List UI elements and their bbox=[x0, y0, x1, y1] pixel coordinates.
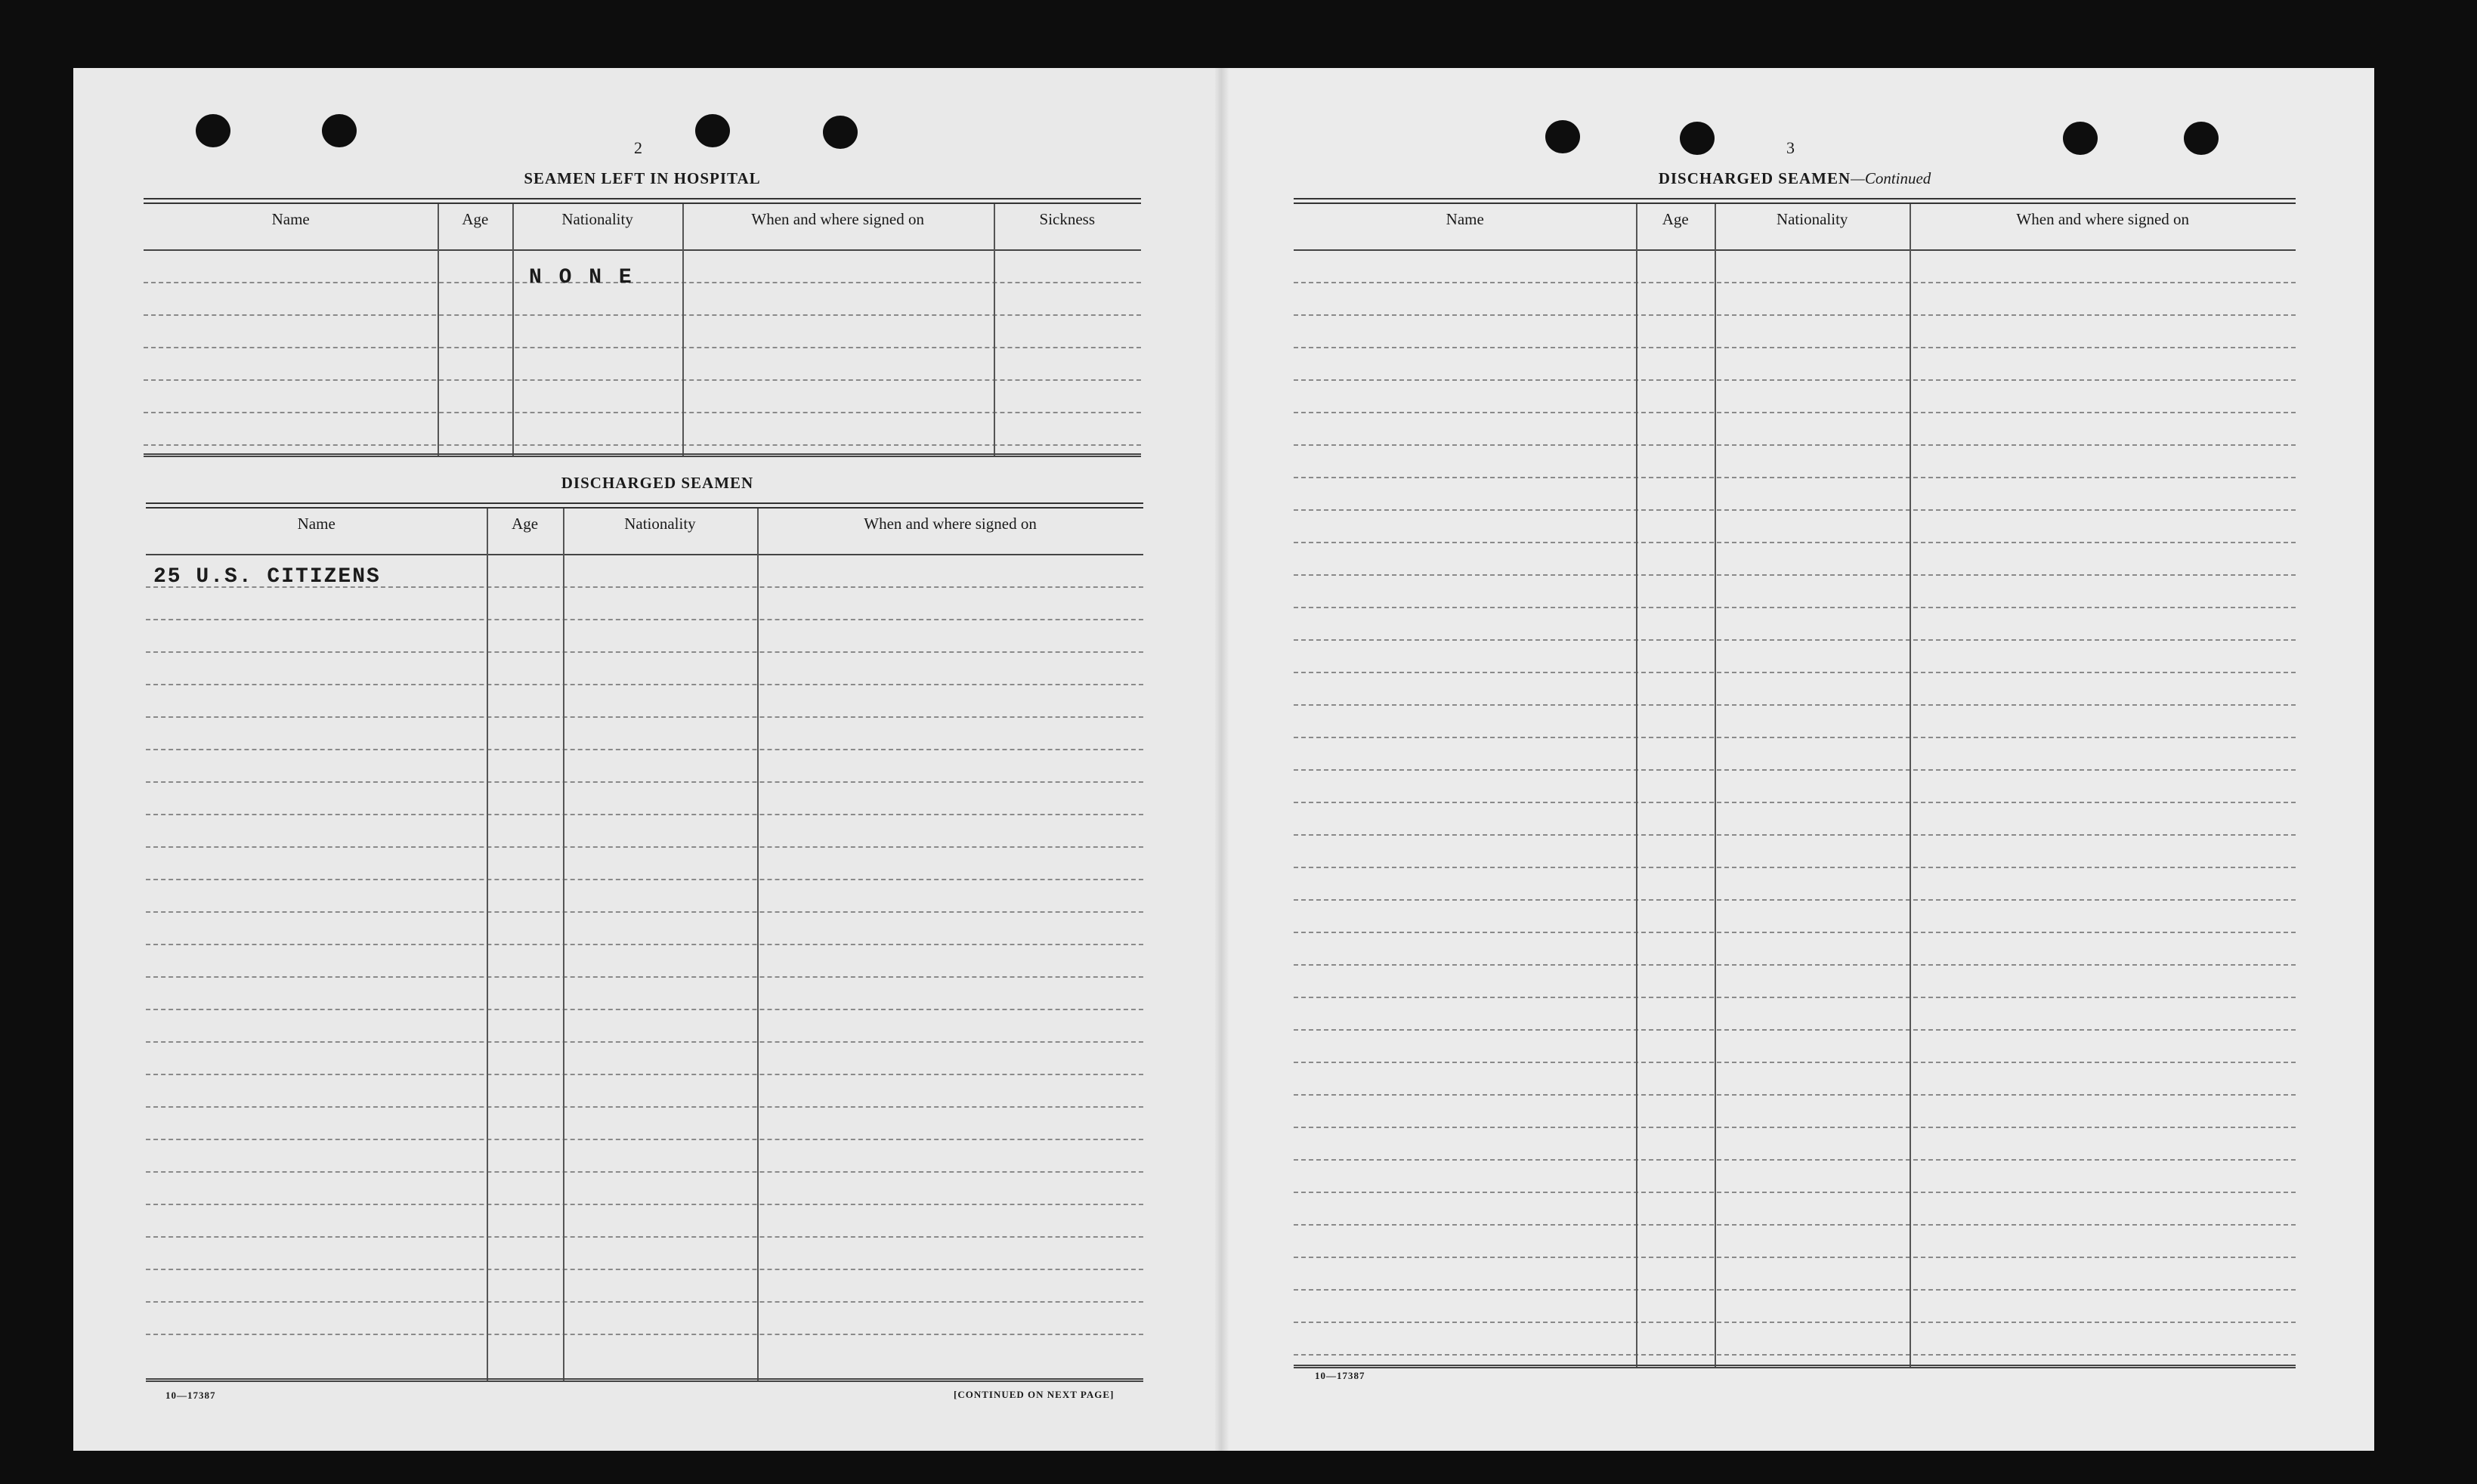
title-main: DISCHARGED SEAMEN bbox=[1658, 169, 1851, 187]
ruled-row-line bbox=[1294, 834, 2296, 836]
ruled-row-line bbox=[144, 379, 1141, 381]
column-header: When and where signed on bbox=[864, 515, 1037, 533]
ruled-row-line bbox=[1294, 769, 2296, 771]
ruled-row-line bbox=[146, 1106, 1143, 1108]
ruled-row-line bbox=[1294, 704, 2296, 706]
ruled-row-line bbox=[1294, 1289, 2296, 1291]
ruled-row-line bbox=[146, 976, 1143, 978]
ruled-row-line bbox=[146, 1139, 1143, 1140]
header-bottom-rule bbox=[144, 249, 1141, 251]
punch-hole bbox=[196, 114, 230, 147]
ruled-row-line bbox=[146, 684, 1143, 685]
ruled-row-line bbox=[146, 814, 1143, 815]
ruled-row-line bbox=[1294, 412, 2296, 413]
column-header: Name bbox=[271, 210, 310, 228]
ruled-row-line bbox=[1294, 932, 2296, 933]
punch-hole bbox=[1680, 122, 1715, 155]
ruled-row-line bbox=[146, 1334, 1143, 1335]
column-header: Nationality bbox=[624, 515, 696, 533]
ruled-row-line bbox=[146, 651, 1143, 653]
column-header: Age bbox=[512, 515, 539, 533]
column-header: Name bbox=[1446, 210, 1484, 228]
ruled-row-line bbox=[146, 846, 1143, 848]
column-divider bbox=[757, 509, 759, 1381]
column-header: When and where signed on bbox=[751, 210, 924, 228]
ruled-row-line bbox=[1294, 997, 2296, 998]
ruled-row-line bbox=[146, 879, 1143, 880]
ruled-row-line bbox=[1294, 867, 2296, 868]
ruled-row-line bbox=[1294, 509, 2296, 511]
ruled-row-line bbox=[1294, 1094, 2296, 1096]
ruled-row-line bbox=[146, 619, 1143, 620]
punch-hole bbox=[2184, 122, 2219, 155]
column-header: When and where signed on bbox=[2016, 210, 2190, 228]
table-bottom-rule bbox=[146, 1378, 1143, 1382]
discharged-continued-table bbox=[1294, 198, 2296, 1368]
ruled-row-line bbox=[146, 1009, 1143, 1010]
header-bottom-rule bbox=[1294, 249, 2296, 251]
ruled-row-line bbox=[1294, 737, 2296, 738]
column-divider bbox=[1910, 204, 1911, 1368]
discharged-table bbox=[146, 502, 1143, 1381]
ruled-row-line bbox=[146, 1301, 1143, 1303]
ruled-row-line bbox=[1294, 282, 2296, 283]
ruled-row-line bbox=[1294, 672, 2296, 673]
hospital-table bbox=[144, 198, 1141, 456]
table-bottom-rule bbox=[1294, 1365, 2296, 1368]
ruled-row-line bbox=[1294, 1029, 2296, 1031]
column-divider bbox=[994, 204, 995, 456]
header-top-rule bbox=[1294, 198, 2296, 204]
page-number: 3 bbox=[1786, 138, 1795, 157]
column-divider bbox=[563, 509, 564, 1381]
hospital-section-title: SEAMEN LEFT IN HOSPITAL bbox=[524, 169, 761, 187]
ruled-row-line bbox=[1294, 542, 2296, 543]
table-header bbox=[146, 515, 1143, 533]
ruled-row-line bbox=[1294, 802, 2296, 803]
table-bottom-rule bbox=[144, 453, 1141, 457]
continued-note: [CONTINUED ON NEXT PAGE] bbox=[954, 1389, 1115, 1400]
ruled-row-line bbox=[1294, 444, 2296, 446]
column-header: Nationality bbox=[1776, 210, 1848, 228]
ruled-row-line bbox=[1294, 964, 2296, 966]
column-divider bbox=[487, 509, 488, 1381]
column-header: Age bbox=[1662, 210, 1689, 228]
header-top-rule bbox=[146, 502, 1143, 509]
title-suffix: —Continued bbox=[1851, 169, 1931, 187]
ruled-row-line bbox=[1294, 477, 2296, 478]
ruled-row-line bbox=[146, 944, 1143, 945]
ruled-row-line bbox=[1294, 1322, 2296, 1323]
column-header: Age bbox=[462, 210, 489, 228]
ruled-row-line bbox=[144, 347, 1141, 348]
column-header: Sickness bbox=[1039, 210, 1096, 228]
header-bottom-rule bbox=[146, 554, 1143, 555]
column-header: Name bbox=[297, 515, 336, 533]
column-divider bbox=[438, 204, 439, 456]
punch-hole bbox=[695, 114, 730, 147]
column-header: Nationality bbox=[561, 210, 633, 228]
ruled-row-line bbox=[1294, 1257, 2296, 1258]
punch-hole bbox=[2063, 122, 2098, 155]
form-number: 10—17387 bbox=[1315, 1370, 1365, 1381]
ruled-row-line bbox=[1294, 607, 2296, 608]
column-divider bbox=[1715, 204, 1716, 1368]
punch-hole bbox=[1545, 120, 1580, 153]
ruled-row-line bbox=[1294, 639, 2296, 641]
form-number: 10—17387 bbox=[165, 1390, 216, 1401]
ruled-row-line bbox=[146, 1074, 1143, 1075]
ruled-row-line bbox=[144, 282, 1141, 283]
ruled-row-line bbox=[1294, 899, 2296, 901]
hospital-entry: N O N E bbox=[529, 266, 634, 289]
ruled-row-line bbox=[1294, 574, 2296, 576]
ruled-row-line bbox=[1294, 1062, 2296, 1063]
ruled-row-line bbox=[1294, 1127, 2296, 1128]
ruled-row-line bbox=[1294, 1192, 2296, 1193]
ruled-row-line bbox=[146, 1269, 1143, 1270]
ruled-row-line bbox=[144, 444, 1141, 446]
ruled-row-line bbox=[146, 1236, 1143, 1238]
table-header bbox=[144, 210, 1141, 229]
ruled-row-line bbox=[1294, 1159, 2296, 1161]
punch-hole bbox=[322, 114, 357, 147]
ruled-row-line bbox=[146, 1204, 1143, 1205]
ruled-row-line bbox=[1294, 379, 2296, 381]
table-header bbox=[1294, 210, 2296, 229]
ruled-row-line bbox=[1294, 314, 2296, 316]
ruled-row-line bbox=[1294, 1224, 2296, 1226]
ruled-row-line bbox=[144, 314, 1141, 316]
column-divider bbox=[512, 204, 514, 456]
column-divider bbox=[1636, 204, 1637, 1368]
ruled-row-line bbox=[146, 1171, 1143, 1173]
ruled-row-line bbox=[146, 716, 1143, 718]
discharged-entry: 25 U.S. CITIZENS bbox=[153, 565, 381, 589]
discharged-continued-title bbox=[1294, 169, 2296, 188]
ruled-row-line bbox=[1294, 347, 2296, 348]
page-number: 2 bbox=[634, 138, 642, 157]
discharged-section-title: DISCHARGED SEAMEN bbox=[561, 474, 754, 492]
ruled-row-line bbox=[1294, 1354, 2296, 1356]
ruled-row-line bbox=[146, 781, 1143, 783]
ruled-row-line bbox=[146, 1041, 1143, 1043]
column-divider bbox=[682, 204, 684, 456]
ruled-row-line bbox=[144, 412, 1141, 413]
page-fold bbox=[1215, 68, 1229, 1451]
ruled-row-line bbox=[146, 749, 1143, 750]
ruled-row-line bbox=[146, 911, 1143, 913]
header-top-rule bbox=[144, 198, 1141, 204]
punch-hole bbox=[823, 116, 858, 149]
